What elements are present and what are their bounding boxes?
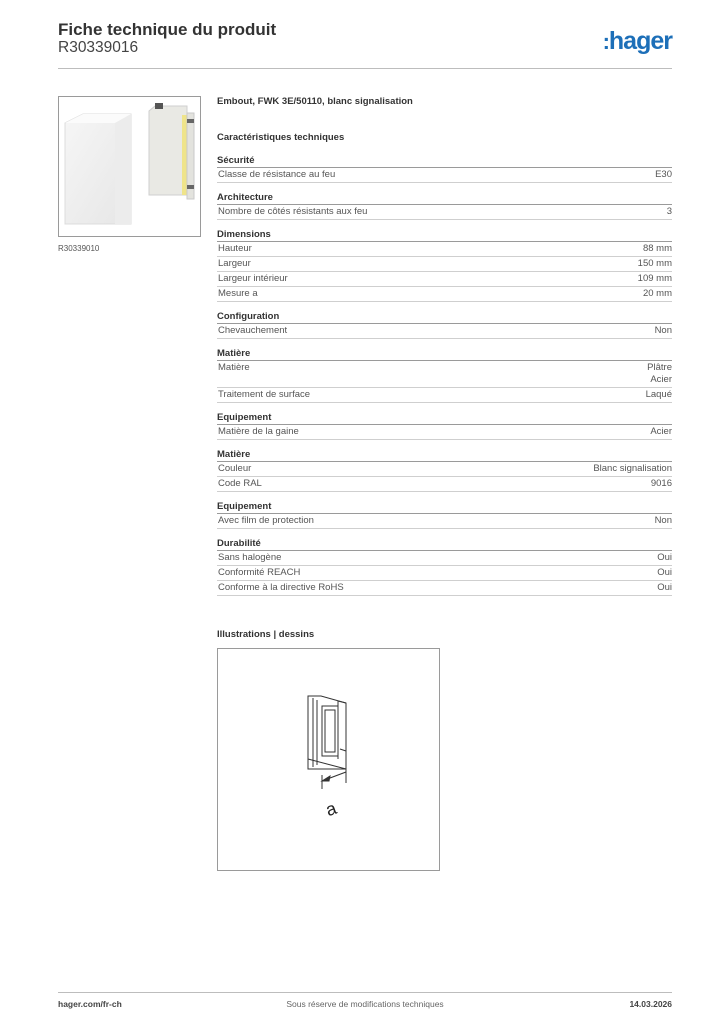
spec-label: Nombre de côtés résistants aux feu (218, 206, 368, 217)
spec-label: Largeur intérieur (218, 273, 288, 284)
spec-label: Traitement de surface (218, 389, 311, 400)
spec-value-line: 109 mm (637, 273, 672, 284)
spec-group-title: Equipement (217, 501, 672, 514)
spec-label: Conforme à la directive RoHS (218, 582, 344, 593)
spec-row (217, 581, 672, 596)
hager-logo[interactable] (603, 27, 672, 56)
spec-row (217, 425, 672, 440)
logo-text: hager (608, 27, 672, 55)
spec-row (217, 168, 672, 183)
technical-drawing (217, 648, 440, 871)
spec-label: Avec film de protection (218, 515, 314, 526)
spec-label: Sans halogène (218, 552, 282, 563)
spec-value-line: Laqué (645, 389, 672, 400)
spec-value-line: E30 (655, 169, 672, 180)
spec-value (646, 389, 672, 401)
spec-value-line: Acier (650, 374, 672, 385)
specs-title: Caractéristiques techniques (217, 132, 345, 143)
spec-value (667, 206, 672, 218)
spec-value-line: Blanc signalisation (593, 463, 672, 474)
spec-row (217, 388, 672, 403)
illustrations-title: Illustrations | dessins (217, 629, 315, 640)
spec-row (217, 205, 672, 220)
spec-value-line: Non (654, 325, 672, 336)
spec-row (217, 361, 672, 388)
spec-label: Conformité REACH (218, 567, 301, 578)
header-divider (58, 68, 672, 69)
document-title: Fiche technique du produit (58, 20, 277, 39)
spec-value (647, 362, 672, 386)
spec-group-title: Matière (217, 449, 672, 462)
spec-label: Matière (218, 362, 250, 373)
product-photo (58, 96, 201, 237)
spec-value (643, 243, 672, 255)
footer-website-link[interactable]: hager.com/fr-ch (58, 999, 122, 1009)
product-photo-caption: R30339010 (58, 244, 100, 253)
specifications (217, 96, 672, 596)
spec-row (217, 551, 672, 566)
spec-value-line: 9016 (650, 478, 672, 489)
spec-value-line: 3 (666, 206, 672, 217)
spec-label: Code RAL (218, 478, 262, 489)
spec-group-title: Dimensions (217, 229, 672, 242)
spec-value-line: Acier (650, 426, 672, 437)
product-photo-drawing (59, 97, 200, 236)
spec-row (217, 272, 672, 287)
spec-value (651, 478, 672, 490)
spec-value (655, 169, 672, 181)
spec-value (657, 552, 672, 564)
spec-group-title: Sécurité (217, 155, 672, 168)
technical-drawing-svg (218, 649, 439, 870)
spec-row (217, 287, 672, 302)
footer-notice: Sous réserve de modifications techniques (286, 999, 444, 1009)
spec-value (638, 258, 672, 270)
footer-date: 14.03.2026 (629, 999, 672, 1009)
page-header (58, 20, 672, 68)
spec-label: Couleur (218, 463, 252, 474)
spec-value-line: Non (654, 515, 672, 526)
spec-label: Mesure a (218, 288, 258, 299)
spec-group-title: Architecture (217, 192, 672, 205)
spec-value-line: 88 mm (642, 243, 672, 254)
spec-group-title: Configuration (217, 311, 672, 324)
spec-value (657, 582, 672, 594)
spec-row (217, 477, 672, 492)
spec-group-title: Matière (217, 348, 672, 361)
spec-label: Chevauchement (218, 325, 288, 336)
spec-label: Classe de résistance au feu (218, 169, 336, 180)
spec-label: Matière de la gaine (218, 426, 299, 437)
spec-row (217, 242, 672, 257)
dimension-label-a: a (322, 797, 340, 821)
spec-label: Hauteur (218, 243, 252, 254)
spec-value (655, 325, 672, 337)
spec-value-line: Oui (657, 552, 672, 563)
product-reference: R30339016 (58, 39, 139, 56)
product-name: Embout, FWK 3E/50110, blanc signalisation (217, 96, 413, 107)
spec-value-line: 20 mm (642, 288, 672, 299)
spec-row (217, 257, 672, 272)
spec-value-line: Plâtre (647, 362, 672, 373)
spec-label: Largeur (218, 258, 251, 269)
spec-value (643, 288, 672, 300)
spec-group-title: Equipement (217, 412, 672, 425)
spec-row (217, 514, 672, 529)
spec-row (217, 462, 672, 477)
footer-divider (58, 992, 672, 993)
spec-value-line: Oui (657, 567, 672, 578)
spec-value (657, 567, 672, 579)
spec-group-title: Durabilité (217, 538, 672, 551)
spec-value (593, 463, 672, 475)
spec-value (650, 426, 672, 438)
spec-row (217, 566, 672, 581)
spec-value (638, 273, 672, 285)
spec-value-line: Oui (657, 582, 672, 593)
spec-row (217, 324, 672, 339)
logo-dots: : (602, 29, 609, 54)
spec-groups (217, 155, 672, 596)
spec-value-line: 150 mm (637, 258, 672, 269)
spec-value (655, 515, 672, 527)
